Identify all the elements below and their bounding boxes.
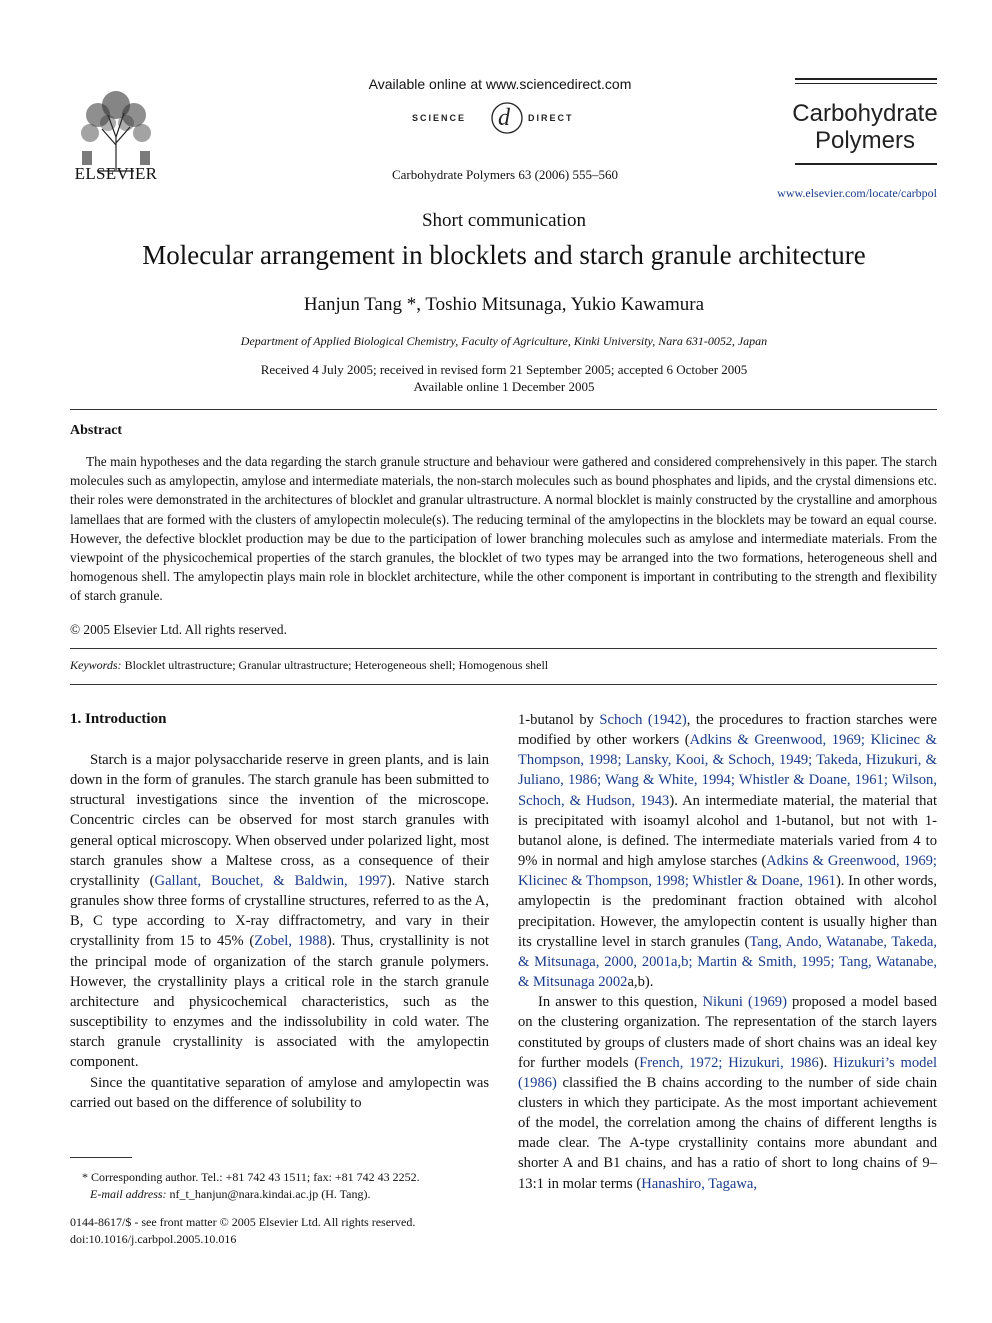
body-text: a,b). [627, 974, 654, 991]
intro-paragraph-2 [70, 1073, 489, 1113]
journal-name-line1: Carbohydrate [792, 100, 938, 127]
article-history [0, 361, 992, 395]
citation-link[interactable]: Zobel, 1988 [254, 933, 327, 950]
article-type: Short communication [421, 210, 587, 231]
sd-left-word: SCIENCE [412, 113, 467, 123]
journal-url-link[interactable]: www.elsevier.com/locate/carbpol [777, 186, 937, 200]
journal-logo [790, 100, 940, 154]
body-text: classified the B chains according to the number of side chain clusters in which they participate. As the most important achievement of the model, the correlation among the chains of different lengths is made clear. The A-type crystallinity contains more abundant and shorter A and B1 chains, and has a ratio of short to long chains of 9–13:1 in molar terms ( [518, 1074, 937, 1192]
publisher-name: ELSEVIER [74, 164, 158, 183]
intro-paragraph-2-continued [518, 710, 937, 992]
citation-link[interactable]: Adkins & Greenwood, 1969; Klicinec & Thompson, 1998; Lansky, Kooi, & Schoch, 1949; Takeda, Hizukuri, & Juliano, 1986; Wang & White, 1994; Whistler & Doane, 1961; Wilson, Schoch, & Hudson, 1943 [518, 732, 937, 809]
citation-link[interactable]: Nikuni (1969) [702, 994, 787, 1011]
right-column [518, 710, 937, 1194]
journal-name-line2: Polymers [814, 127, 916, 154]
keywords-text: Blocklet ultrastructure; Granular ultrastructure; Heterogeneous shell; Homogenous shell [124, 658, 549, 672]
footnote-rule [70, 1157, 132, 1158]
keywords-label: Keywords: [70, 658, 122, 672]
body-text: ). In other words, amylopectin is the predominant fraction obtained with alcohol precipitation. However, the amylopectin content is usually higher than its crystalline level in starch granules ( [518, 873, 937, 950]
body-text: ). An intermediate material, the material that is precipitated with isoamyl alcohol and 1-butanol, but not with 1-butanol alone, is defined. The intermediate materials varied from 4 to 9% in normal and high amylose starches ( [518, 792, 937, 870]
body-text: 1-butanol by [518, 712, 600, 728]
section-rule [70, 409, 937, 410]
citation-link[interactable]: Hanashiro, Tagawa, [641, 1175, 758, 1192]
email-note [70, 1186, 500, 1203]
article-identifiers [70, 1214, 500, 1248]
left-column [70, 750, 489, 1113]
sd-right-word: DIRECT [528, 113, 574, 123]
available-online-text[interactable]: Available online at www.sciencedirect.com [368, 76, 632, 92]
available-date: Available online 1 December 2005 [413, 379, 595, 394]
sciencedirect-logo[interactable] [410, 98, 600, 138]
section-rule [70, 648, 937, 649]
email-label: E-mail address: [90, 1186, 167, 1201]
intro-paragraph-3 [518, 992, 937, 1194]
body-text: , the procedures to fraction starches were modified by other workers ( [518, 712, 937, 749]
abstract-heading: Abstract [70, 423, 123, 438]
abstract-paragraph: The main hypotheses and the data regarding the starch granule structure and behaviour were gathered and considered comprehensively in this paper. The starch molecules such as amylopectin, amylose and intermediate materials, the non-starch molecules such as bound phosphates and lipids, and the crystal dimensions etc. their roles were demonstrated in the architectures of blocklet and granular ultrastructure. A normal blocklet is mainly constructed by the crystalline and amorphous lamellaes that are formed with the clusters of amylopectin molecule(s). The reducing terminal of the amylopectins in the blocklets may be toward an equal course. However, the defective blocklet production may be due to the participation of lower branching molecules such as amylose and intermediate materials. From the viewpoint of the physicochemical properties of the starch granules, the blocklet of two types may be arranged into the two formations, heterogeneous shell and homogenous shell. The amylopectin plays main role in blocklet architecture, while the other component is important in contributing to the strength and flexibility of starch granule. [70, 454, 937, 604]
citation-link[interactable]: Adkins & Greenwood, 1969; Klicinec & Thompson, 1998; Whistler & Doane, 1961 [518, 853, 937, 890]
citation-link[interactable]: French, 1972; Hizukuri, 1986 [639, 1054, 819, 1071]
keywords-line [70, 658, 548, 673]
abstract-copyright: © 2005 Elsevier Ltd. All rights reserved. [70, 622, 287, 637]
citation-link[interactable]: Tang, Ando, Watanabe, Takeda, & Mitsunaga, 2000, 2001a,b; Martin & Smith, 1995; Tang, Watanabe, & Mitsunaga 2002 [518, 933, 937, 991]
doi-line[interactable]: doi:10.1016/j.carbpol.2005.10.016 [70, 1232, 237, 1246]
citation-link[interactable]: Gallant, Bouchet, & Baldwin, 1997 [154, 872, 387, 889]
citation-link[interactable]: Hizukuri’s model (1986) [518, 1054, 937, 1091]
body-text: proposed a model based on the clustering organization. The representation of the starch layers constituted by groups of clusters made of short chains was an ideal key for further models ( [518, 994, 937, 1071]
journal-reference: Carbohydrate Polymers 63 (2006) 555–560 [391, 167, 619, 182]
footnote [70, 1169, 500, 1202]
author-affiliation: Department of Applied Biological Chemistry, Faculty of Agriculture, Kinki University, Nara 631-0052, Japan [240, 334, 768, 348]
body-text: In answer to this question, [538, 994, 703, 1011]
journal-logo-rule [795, 83, 937, 84]
issn-line: 0144-8617/$ - see front matter © 2005 Elsevier Ltd. All rights reserved. [70, 1215, 416, 1229]
body-text: ). Thus, crystallinity is not the principal mode of organization of the starch granule polymers. However, the crystallinity plays a critical role in the starch granule architecture and physicochemical characteristics, such as the susceptibility to enzymes and the indissolubility in cold water. The starch granule crystallinity is associated with the amylopectin component. [70, 933, 489, 1071]
svg-text:d: d [498, 105, 510, 131]
citation-link[interactable]: Schoch (1942) [599, 712, 687, 728]
author-list: Hanjun Tang *, Toshio Mitsunaga, Yukio Kawamura [303, 294, 705, 315]
intro-paragraph-1 [70, 750, 489, 1073]
abstract-text [70, 452, 937, 606]
body-text: ). Native starch granules show three forms of crystalline structures, referred to as the A, B, C type according to X-ray diffractometry, and vary in their crystallinity from 15 to 45% ( [70, 872, 489, 950]
article-title: Molecular arrangement in blocklets and starch granule architecture [142, 240, 866, 270]
received-dates: Received 4 July 2005; received in revised form 21 September 2005; accepted 6 October 2005 [260, 362, 748, 377]
journal-logo-rule [795, 163, 937, 165]
introduction-heading: 1. Introduction [70, 711, 167, 727]
section-rule [70, 684, 937, 685]
journal-logo-rule [795, 78, 937, 80]
email-address[interactable]: nf_t_hanjun@nara.kindai.ac.jp (H. Tang). [169, 1186, 371, 1201]
corresponding-author-note: * Corresponding author. Tel.: +81 742 43 1511; fax: +81 742 43 2252. [82, 1170, 420, 1184]
body-text: Starch is a major polysaccharide reserve in green plants, and is lain down in the form of granules. The starch granule has been submitted to structural investigations since the invention of the microscope. Concentric circles can be observed for most starch granules with general optical microscopy. When observed under polarized light, most starch granules show a Maltese cross, as a consequence of their crystallinity ( [70, 752, 489, 889]
body-text: Since the quantitative separation of amylose and amylopectin was carried out based on the difference of solubility to [70, 1074, 489, 1111]
body-text: ). [818, 1054, 834, 1071]
